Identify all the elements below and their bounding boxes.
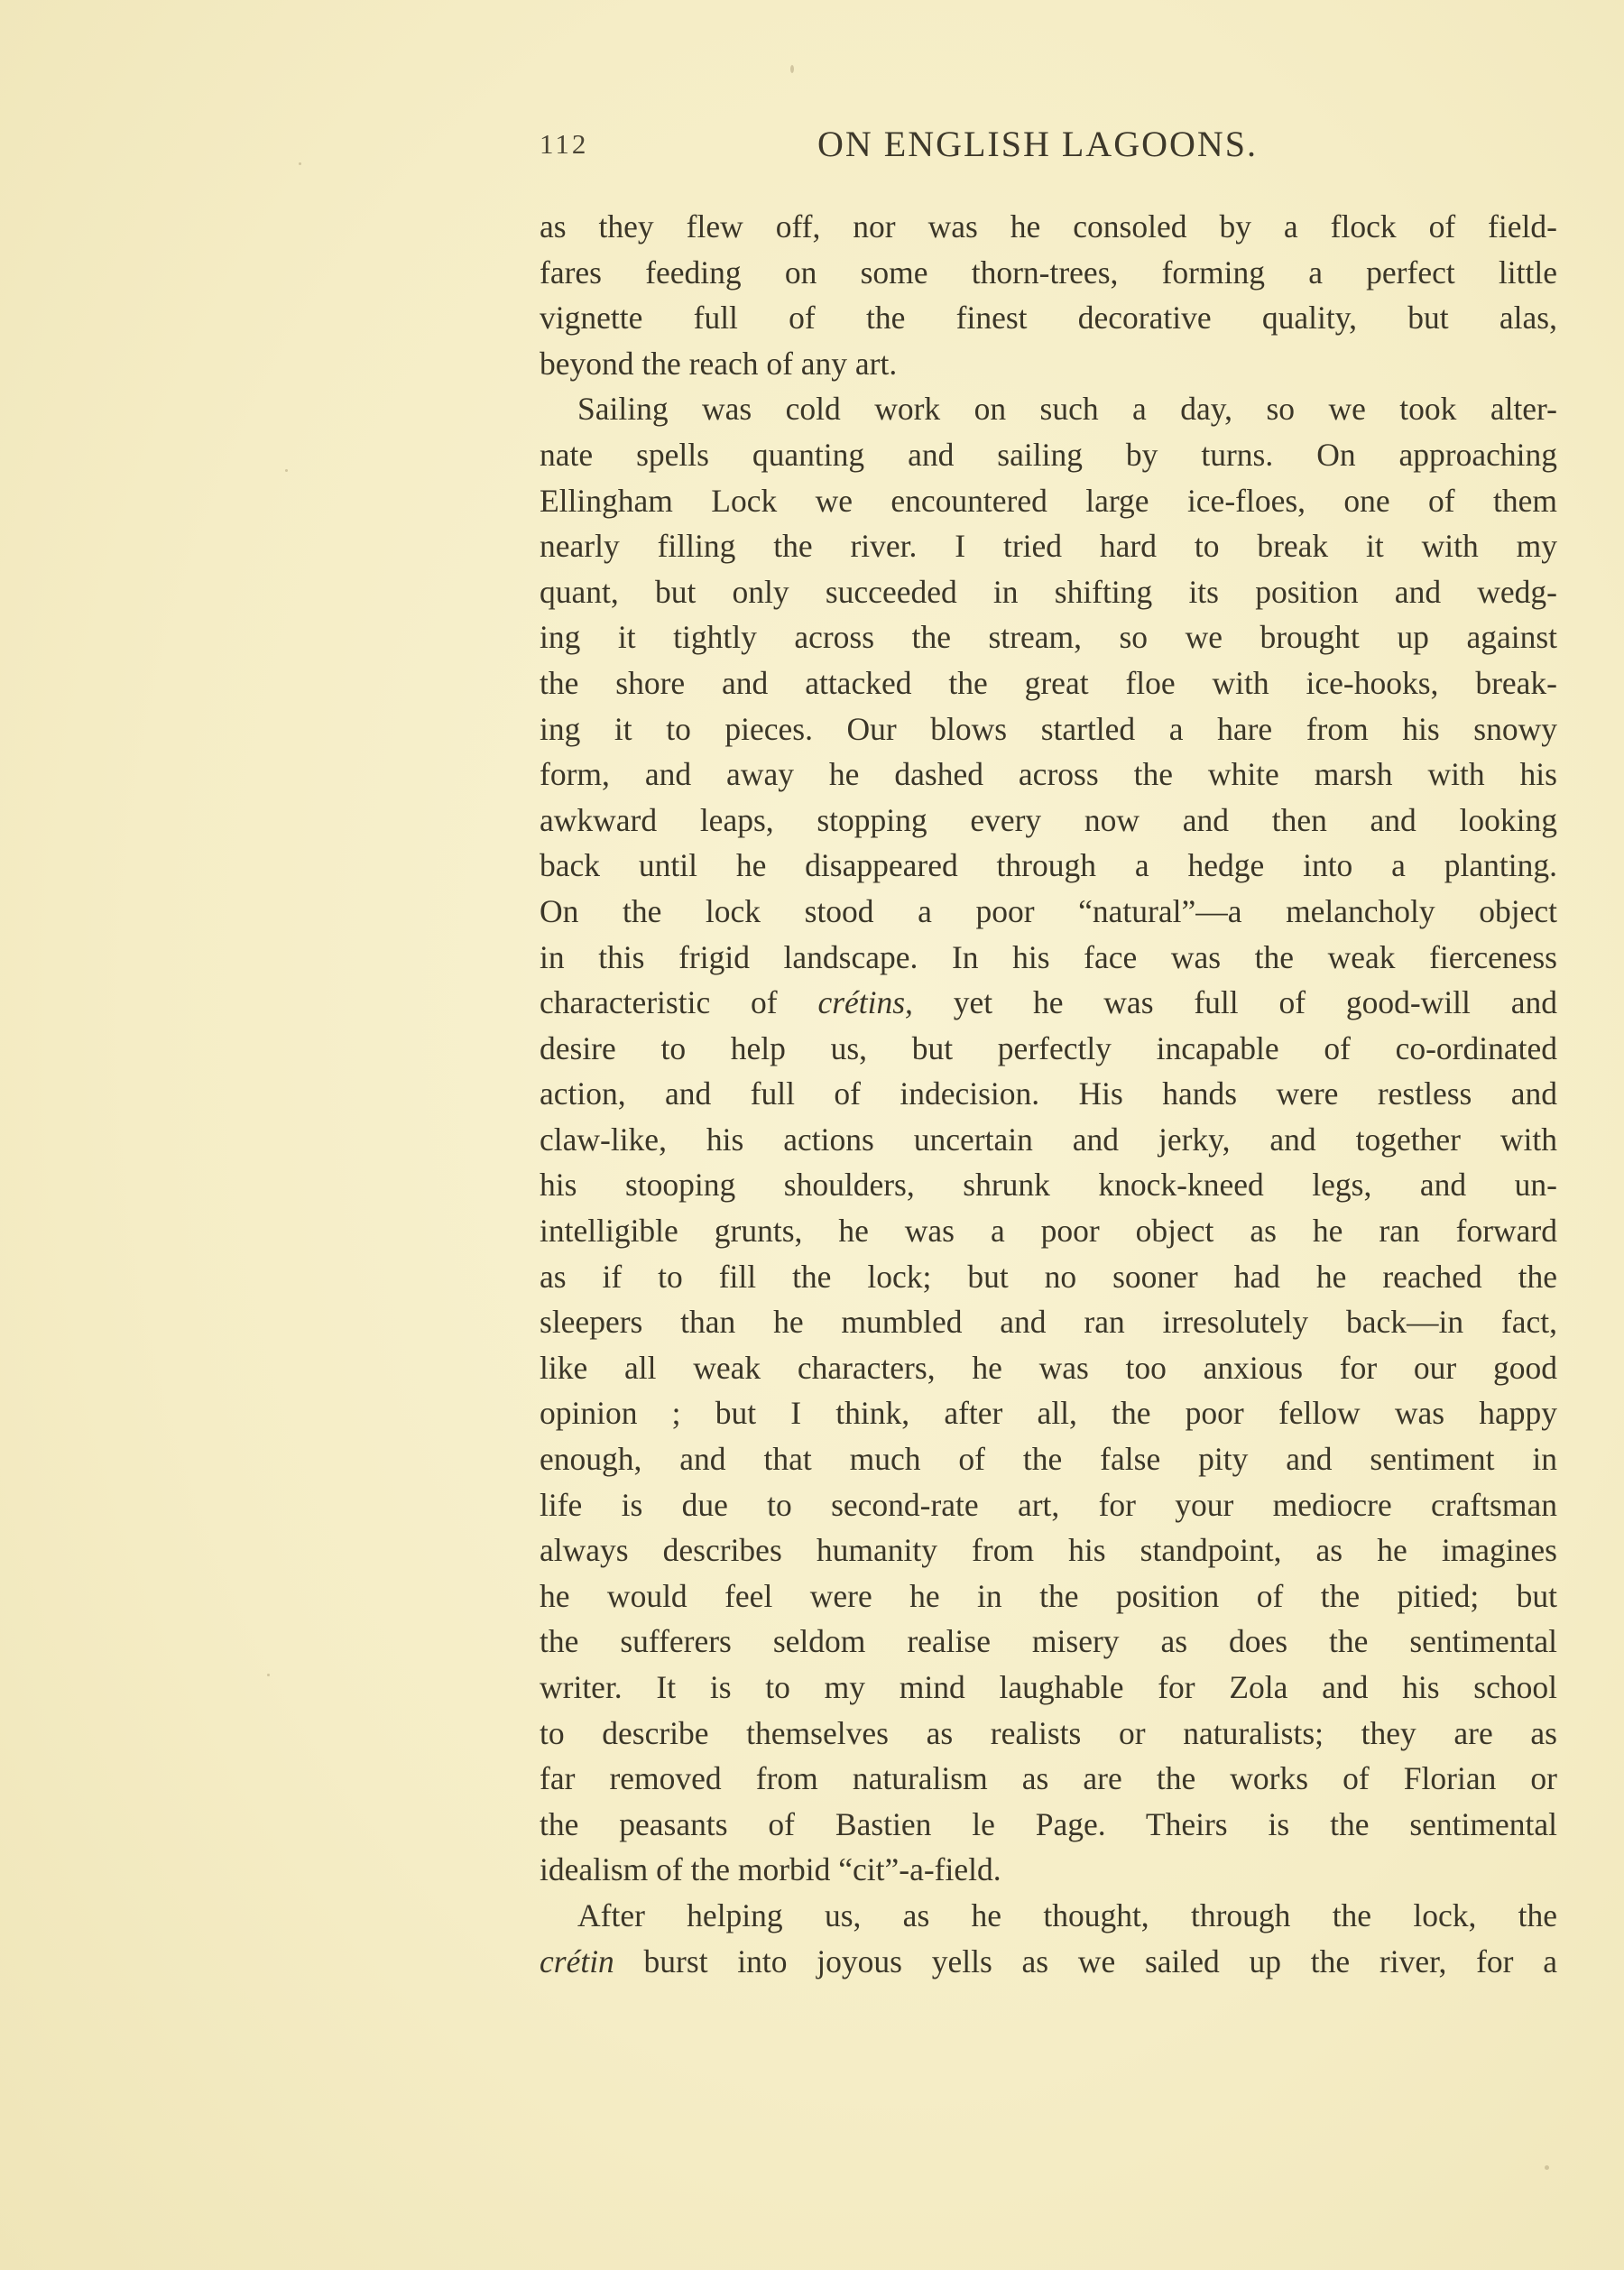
text-line: vignette full of the finest decorative quality, but alas, [540, 300, 1557, 337]
text-line: idealism of the morbid “cit”-a-field. [540, 1851, 1001, 1888]
page-number: 112 [540, 128, 589, 160]
text-line: writer. It is to my mind laughable for Zola and his school [540, 1669, 1557, 1705]
text-line: fares feeding on some thorn-trees, forming a perfect little [540, 254, 1557, 291]
text-line: like all weak characters, he was too anxious for our good [540, 1349, 1557, 1386]
text-line [540, 980, 1557, 1026]
text-line: to describe themselves as realists or naturalists; they are as [540, 1714, 1557, 1751]
running-title: ON ENGLISH LAGOONS. [817, 124, 1258, 164]
text-line: always describes humanity from his standpoint, as he imagines [540, 1532, 1557, 1569]
body-text [540, 204, 1557, 1984]
text-line: After helping us, as he thought, through the lock, the [577, 1896, 1557, 1933]
text-line: far removed from naturalism as are the works of Florian or [540, 1760, 1557, 1797]
text-line: Sailing was cold work on such a day, so we took alter- [577, 391, 1557, 428]
text-line: as they flew off, nor was he consoled by a flock of field- [540, 208, 1557, 245]
text-line: his stooping shoulders, shrunk knock-kneed legs, and un- [540, 1167, 1557, 1204]
text-line: as if to fill the lock; but no sooner had he reached the [540, 1258, 1557, 1295]
text-line: enough, and that much of the false pity and sentiment in [540, 1441, 1557, 1478]
text-line [540, 1939, 1557, 1985]
text-line: ing it to pieces. Our blows startled a hare from his snowy [540, 710, 1557, 747]
text-line: intelligible grunts, he was a poor object as he ran forward [540, 1213, 1557, 1250]
text-line: Ellingham Lock we encountered large ice-floes, one of them [540, 482, 1557, 519]
text-line: the shore and attacked the great floe with ice-hooks, break- [540, 664, 1557, 701]
text-line: he would feel were he in the position of the pitied; but [540, 1577, 1557, 1614]
text-line: the peasants of Bastien le Page. Theirs is the sentimental [540, 1805, 1557, 1842]
text-line: beyond the reach of any art. [540, 345, 898, 382]
text-line: in this frigid landscape. In his face was the weak fierceness [540, 938, 1557, 975]
italic-term: crétins, [817, 984, 913, 1021]
text-line: On the lock stood a poor “natural”—a melancholy object [540, 892, 1557, 929]
text-line: awkward leaps, stopping every now and then and looking [540, 801, 1557, 838]
text-line: nearly filling the river. I tried hard to break it with my [540, 528, 1557, 565]
text-line: quant, but only succeeded in shifting its position and wedg- [540, 573, 1557, 610]
page-header [540, 124, 1559, 173]
text-line: life is due to second-rate art, for your mediocre craftsman [540, 1486, 1557, 1523]
text-line: back until he disappeared through a hedge into a planting. [540, 847, 1557, 884]
text-line: action, and full of indecision. His hands were restless and [540, 1075, 1557, 1112]
text-line: claw-like, his actions uncertain and jerky, and together with [540, 1121, 1557, 1158]
text-segment: yet he was full of good-will and [912, 984, 1557, 1021]
text-line: sleepers than he mumbled and ran irresolutely back—in fact, [540, 1304, 1557, 1341]
text-line: opinion ; but I think, after all, the poor fellow was happy [540, 1395, 1557, 1432]
text-segment: characteristic of [540, 984, 818, 1021]
text-line: desire to help us, but perfectly incapable of co-ordinated [540, 1029, 1557, 1066]
text-line: ing it tightly across the stream, so we brought up against [540, 619, 1557, 656]
text-line: form, and away he dashed across the white marsh with his [540, 756, 1557, 793]
text-line: nate spells quanting and sailing by turns. On approaching [540, 436, 1557, 473]
text-line: the sufferers seldom realise misery as does the sentimental [540, 1623, 1557, 1660]
text-segment: burst into joyous yells as we sailed up the river, for a [614, 1942, 1557, 1979]
italic-term: crétin [540, 1942, 614, 1979]
